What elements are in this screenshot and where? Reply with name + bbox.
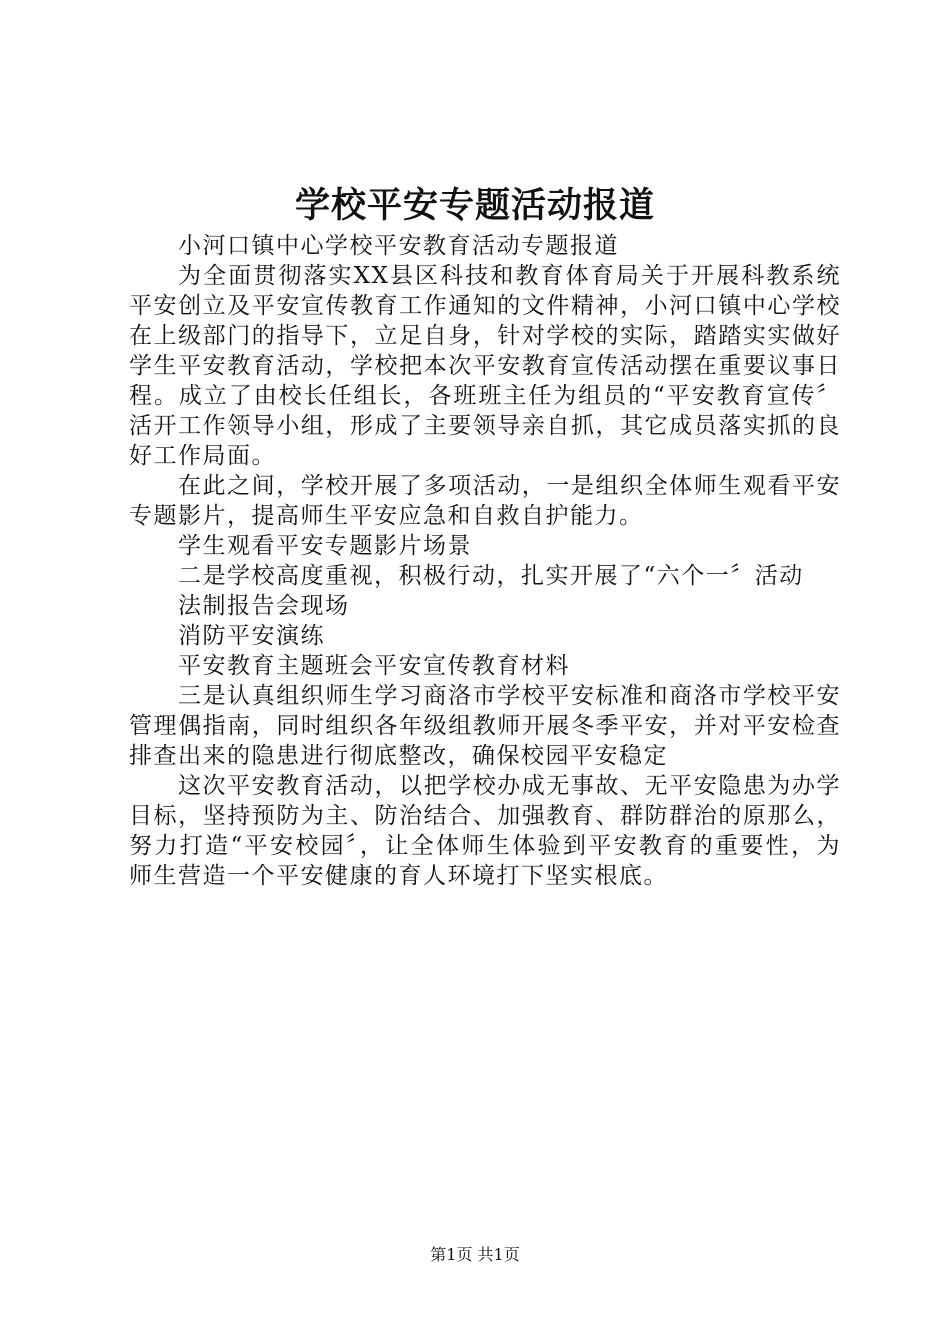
paragraph: 为全面贯彻落实XX县区科技和教育体育局关于开展科教系统平安创立及平安宣传教育工作通知的文件精神，小河口镇中心学校在上级部门的指导下，立足自身，针对学校的实际，踏踏实实做好学生平安教育活动，学校把本次平安教育宣传活动摆在重要议事日程。成立了由校长任组长，各班班主任为组员的“平安教育宣传〞活开工作领导小组，形成了主要领导亲自抓，其它成员落实抓的良好工作局面。: [129, 263, 841, 469]
paragraph-subtitle: 小河口镇中心学校平安教育活动专题报道: [178, 233, 619, 259]
paragraph: 这次平安教育活动，以把学校办成无事故、无平安隐患为办学目标，坚持预防为主、防治结合、加强教育、群防群治的原那么，努力打造“平安校园〞，让全体师生体验到平安教育的重要性，为师生营造一个平安健康的育人环境打下坚实根底。: [129, 773, 841, 889]
document-body: [129, 231, 841, 891]
paragraph-caption: 消防平安演练: [178, 623, 325, 649]
document-title: 学校平安专题活动报道: [294, 185, 655, 226]
paragraph: 三是认真组织师生学习商洛市学校平安标准和商洛市学校平安管理偶指南，同时组织各年级组教师开展冬季平安，并对平安检查排查出来的隐患进行彻底整改，确保校园平安稳定: [129, 683, 841, 769]
paragraph: 在此之间，学校开展了多项活动，一是组织全体师生观看平安专题影片，提高师生平安应急和自救自护能力。: [129, 473, 841, 529]
paragraph: 二是学校高度重视，积极行动，扎实开展了“六个一〞活动: [178, 563, 804, 589]
paragraph-caption: 学生观看平安专题影片场景: [178, 533, 472, 559]
page-footer: 第1页 共1页: [430, 1245, 520, 1264]
paragraph-caption: 法制报告会现场: [178, 593, 350, 619]
paragraph-caption: 平安教育主题班会平安宣传教育材料: [178, 653, 570, 679]
